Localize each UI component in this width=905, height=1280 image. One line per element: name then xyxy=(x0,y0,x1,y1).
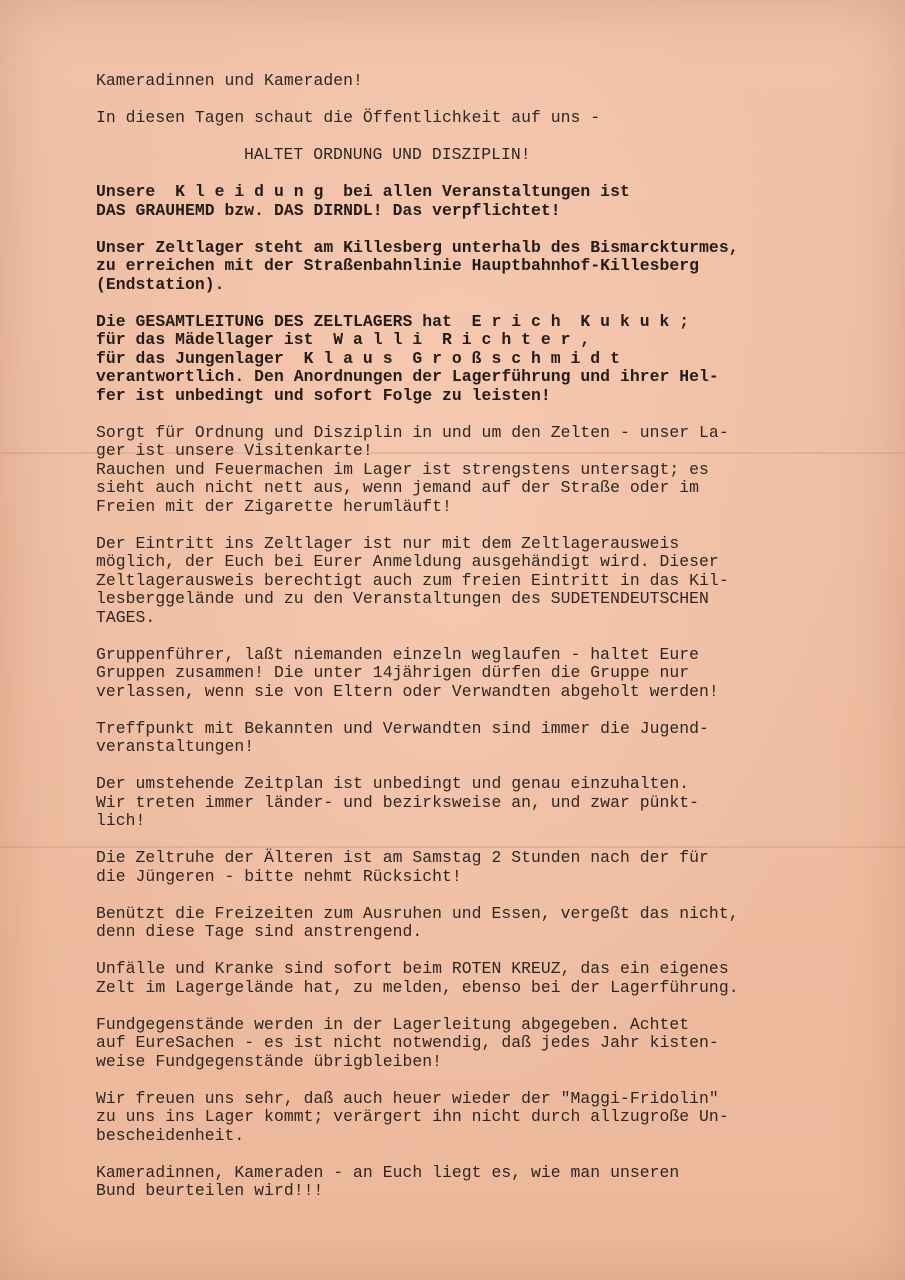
greeting: Kameradinnen und Kameraden! xyxy=(96,71,363,90)
paragraph-gap xyxy=(96,701,856,720)
order-line: ger ist unsere Visitenkarte! xyxy=(96,441,373,460)
group-leaders-line: verlassen, wenn sie von Eltern oder Verwandten abgeholt werden! xyxy=(96,681,719,701)
accidents-line: Zelt im Lagergelände hat, zu melden, ebenso bei der Lagerführung. xyxy=(96,977,739,997)
schedule-line: lich! xyxy=(96,811,146,830)
camp-location-line: zu erreichen mit der Straßenbahnlinie Hauptbahnhof-Killesberg xyxy=(96,256,700,275)
paragraph-gap xyxy=(96,516,856,535)
entry-line: Der Eintritt ins Zeltlager ist nur mit dem Zeltlagerausweis xyxy=(96,533,680,553)
heading-line: HALTET ORDNUNG UND DISZIPLIN! xyxy=(244,145,531,164)
quiet-time-line: Die Zeltruhe der Älteren ist am Samstag 2 Stunden nach der für xyxy=(96,848,709,867)
paragraph-gap xyxy=(96,220,856,239)
order-line: Sorgt für Ordnung und Disziplin in und um den Zelten - unser La- xyxy=(96,422,729,442)
intro-line: In diesen Tagen schaut die Öffentlichkeit auf uns - xyxy=(96,108,601,127)
closing-line: Bund beurteilen wird!!! xyxy=(96,1181,324,1200)
paragraph-gap xyxy=(96,1145,856,1164)
meeting-point-line: Treffpunkt mit Bekannten und Verwandten sind immer die Jugend- xyxy=(96,718,709,738)
paragraph-gap xyxy=(96,165,856,184)
order-line: Freien mit der Zigarette herumläuft! xyxy=(96,496,452,516)
letter-body xyxy=(96,72,856,1201)
leadership-line: verantwortlich. Den Anordnungen der Lagerführung und ihrer Hel- xyxy=(96,367,719,386)
paragraph-gap xyxy=(96,294,856,313)
paragraph-gap xyxy=(96,886,856,905)
entry-line: möglich, der Euch bei Eurer Anmeldung ausgehändigt wird. Dieser xyxy=(96,552,719,571)
closing-line: Kameradinnen, Kameraden - an Euch liegt es, wie man unseren xyxy=(96,1162,680,1182)
paragraph-gap xyxy=(96,91,856,110)
lost-found-line: Fundgegenstände werden in der Lagerleitung abgegeben. Achtet xyxy=(96,1014,690,1034)
paragraph-gap xyxy=(96,405,856,424)
camp-location-line: (Endstation). xyxy=(96,274,225,294)
paragraph-gap xyxy=(96,831,856,850)
lost-found-line: auf EureSachen - es ist nicht notwendig, daß jedes Jahr kisten- xyxy=(96,1033,719,1052)
entry-line: lesberggelände und zu den Veranstaltungen des SUDETENDEUTSCHEN xyxy=(96,589,709,608)
maggi-line: zu uns ins Lager kommt; verärgert ihn nicht durch allzugroße Un- xyxy=(96,1107,729,1126)
leadership-line: für das Mädellager ist W a l l i R i c h t e r , xyxy=(96,330,591,349)
schedule-line: Wir treten immer länder- und bezirksweise an, und zwar pünkt- xyxy=(96,792,700,812)
maggi-line: Wir freuen uns sehr, daß auch heuer wieder der "Maggi-Fridolin" xyxy=(96,1088,719,1108)
accidents-line: Unfälle und Kranke sind sofort beim ROTEN KREUZ, das ein eigenes xyxy=(96,959,729,978)
clothing-line: DAS GRAUHEMD bzw. DAS DIRNDL! Das verpflichtet! xyxy=(96,200,561,220)
lost-found-line: weise Fundgegenstände übrigbleiben! xyxy=(96,1051,443,1071)
quiet-time-line: die Jüngeren - bitte nehmt Rücksicht! xyxy=(96,866,462,886)
paragraph-gap xyxy=(96,128,856,147)
paragraph-gap xyxy=(96,757,856,776)
paragraph-gap xyxy=(96,1071,856,1090)
schedule-line: Der umstehende Zeitplan ist unbedingt und genau einzuhalten. xyxy=(96,774,690,793)
order-line: Rauchen und Feuermachen im Lager ist strengstens untersagt; es xyxy=(96,459,709,479)
group-leaders-line: Gruppen zusammen! Die unter 14jährigen dürfen die Gruppe nur xyxy=(96,663,690,682)
paragraph-gap xyxy=(96,997,856,1016)
paragraph-gap xyxy=(96,627,856,646)
leadership-line: für das Jungenlager K l a u s G r o ß s c h m i d t xyxy=(96,348,620,368)
paragraph-gap xyxy=(96,942,856,961)
camp-location-line: Unser Zeltlager steht am Killesberg unterhalb des Bismarckturmes, xyxy=(96,237,739,257)
maggi-line: bescheidenheit. xyxy=(96,1125,245,1145)
free-time-line: Benützt die Freizeiten zum Ausruhen und Essen, vergeßt das nicht, xyxy=(96,903,739,923)
leadership-line: fer ist unbedingt und sofort Folge zu leisten! xyxy=(96,385,551,405)
group-leaders-line: Gruppenführer, laßt niemanden einzeln weglaufen - haltet Eure xyxy=(96,644,700,664)
meeting-point-line: veranstaltungen! xyxy=(96,737,255,756)
clothing-line: Unsere K l e i d u n g bei allen Veranstaltungen ist xyxy=(96,182,630,201)
free-time-line: denn diese Tage sind anstrengend. xyxy=(96,922,423,941)
entry-line: TAGES. xyxy=(96,607,156,627)
entry-line: Zeltlagerausweis berechtigt auch zum freien Eintritt in das Kil- xyxy=(96,570,729,590)
leadership-line: Die GESAMTLEITUNG DES ZELTLAGERS hat E r i c h K u k u k ; xyxy=(96,311,690,331)
order-line: sieht auch nicht nett aus, wenn jemand auf der Straße oder im xyxy=(96,478,700,497)
